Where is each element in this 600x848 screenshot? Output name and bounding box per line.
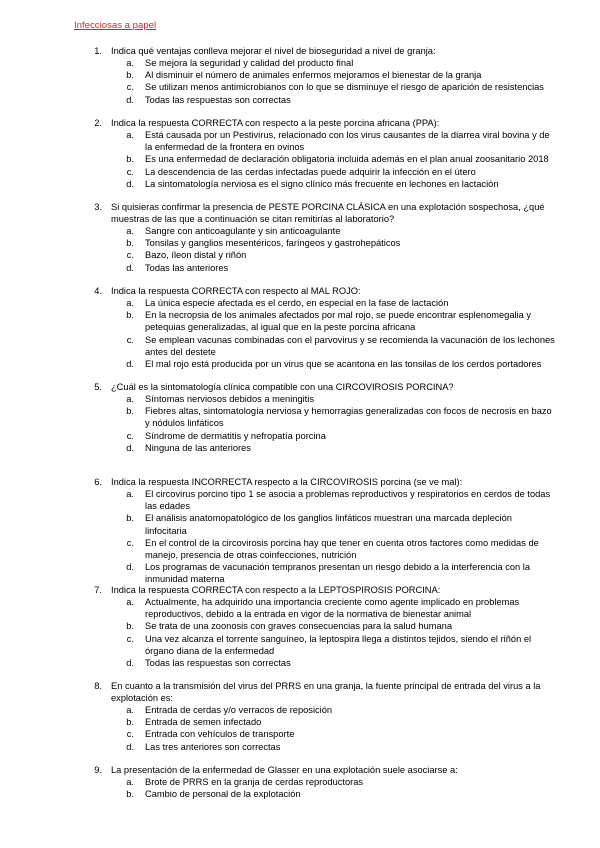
option-b: [0, 237, 600, 249]
question-text: La presentación de la enfermedad de Glasser en una explotación suele asociarse a:: [111, 765, 458, 775]
question-number: 7.: [94, 585, 102, 595]
option-d: [0, 262, 600, 274]
option-text: Las tres anteriores son correctas: [145, 741, 281, 752]
option-letter: a.: [126, 298, 134, 308]
option-letter: c.: [126, 334, 134, 345]
option-d: [0, 358, 600, 370]
option-text: Se trata de una zoonosis con graves consecuencias para la salud humana: [145, 621, 452, 632]
options: [0, 488, 600, 586]
option-c: [0, 633, 600, 657]
option-letter: d.: [126, 359, 134, 370]
option-letter: b.: [126, 513, 134, 524]
options: [0, 57, 600, 106]
option-letter: c.: [126, 430, 134, 441]
option-text: Todas las anteriores: [145, 262, 229, 273]
option-text: En la necropsia de los animales afectados por mal rojo, se puede encontrar esplenomegalia y petequias generalizadas, al igual que en la peste porcina africana: [145, 310, 532, 333]
option-text: Síntomas nerviosos debidos a meningitis: [145, 394, 314, 404]
option-text: La única especie afectada es el cerdo, en especial en la fase de lactación: [145, 298, 449, 308]
question-text: Indica la respuesta CORRECTA con respecto a la peste porcina africana (PPA):: [111, 118, 440, 128]
option-text: Síndrome de dermatitis y nefropatía porcina: [145, 430, 326, 441]
option-text: Entrada de cerdas y/o verracos de reposición: [145, 705, 333, 715]
option-text: Está causada por un Pestivirus, relacionado con los virus causantes de la diarrea viral bovina y de la enfermedad de la frontera en ovinos: [145, 130, 550, 153]
option-d: [0, 94, 600, 106]
option-letter: b.: [126, 154, 134, 165]
options: [0, 704, 600, 753]
option-b: [0, 405, 600, 429]
option-a: [0, 776, 600, 788]
option-d: [0, 178, 600, 190]
option-letter: d.: [126, 658, 134, 669]
option-letter: a.: [126, 489, 134, 499]
option-text: La sintomatología nerviosa es el signo clínico más frecuente en lechones en lactación: [145, 178, 499, 189]
option-letter: d.: [126, 94, 134, 105]
option-letter: b.: [126, 310, 134, 321]
option-a: [0, 57, 600, 69]
option-d: [0, 561, 600, 585]
document-title: Infecciosas a papel: [74, 20, 157, 31]
option-d: [0, 741, 600, 753]
option-text: El análisis anatomopatológico de los ganglios linfáticos muestran una marcada depleción linfocitaria: [145, 513, 512, 536]
option-c: [0, 81, 600, 93]
option-c: [0, 334, 600, 358]
option-text: Al disminuir el número de animales enfermos mejoramos el bienestar de la granja: [145, 70, 482, 81]
option-b: [0, 788, 600, 800]
option-text: Se emplean vacunas combinadas con el parvovirus y se recomienda la vacunación de los lechones antes del destete: [145, 334, 555, 357]
option-c: [0, 249, 600, 261]
option-a: [0, 488, 600, 512]
option-text: Los programas de vacunación tempranos presentan un riesgo debido a la interferencia con la inmunidad materna: [145, 562, 531, 585]
option-letter: a.: [126, 130, 134, 140]
option-letter: a.: [126, 58, 134, 68]
options: [0, 129, 600, 190]
option-letter: b.: [126, 789, 134, 800]
question-number: 6.: [94, 477, 102, 487]
question-number: 3.: [94, 202, 102, 212]
option-letter: b.: [126, 238, 134, 249]
options: [0, 596, 600, 669]
option-b: [0, 153, 600, 165]
option-text: Brote de PRRS en la granja de cerdas reproductoras: [145, 777, 364, 787]
option-text: El mal rojo está producida por un virus que se acantona en las tonsilas de los cerdos portadores: [145, 359, 542, 370]
option-letter: c.: [126, 82, 134, 93]
option-letter: a.: [126, 777, 134, 787]
option-text: Entrada con vehículos de transporte: [145, 729, 295, 740]
option-text: Tonsilas y ganglios mesentéricos, faríngeos y gastrohepáticos: [145, 238, 401, 249]
option-text: El circovirus porcino tipo 1 se asocia a problemas reproductivos y respiratorios en cerdos de todas las edades: [145, 489, 551, 512]
option-text: En el control de la circovirosis porcina hay que tener en cuenta otros factores como medidas de manejo, presencia de otras coinfecciones, nutrición: [145, 537, 539, 561]
option-letter: b.: [126, 717, 134, 728]
option-letter: d.: [126, 442, 134, 453]
option-text: Ninguna de las anteriores: [145, 442, 251, 453]
option-text: Actualmente, ha adquirido una importancia creciente como agente implicado en problemas reproductivos, debido a la entrada en vigor de la normativa de bienestar animal: [145, 597, 520, 620]
option-text: Entrada de semen infectado: [145, 717, 262, 728]
option-d: [0, 657, 600, 669]
option-letter: a.: [126, 597, 134, 607]
option-b: [0, 716, 600, 728]
question-number: 2.: [94, 118, 102, 128]
option-text: Una vez alcanza el torrente sanguíneo, la leptospira llega a distintos tejidos, siendo el riñón el órgano diana de la enfermedad: [145, 633, 532, 656]
option-text: Se utilizan menos antimicrobianos con lo que se disminuye el riesgo de aparición de resistencias: [145, 82, 544, 93]
option-text: Es una enfermedad de declaración obligatoria incluida además en el plan anual zoosanitario 2018: [145, 154, 549, 165]
option-letter: b.: [126, 70, 134, 81]
option-b: [0, 512, 600, 536]
option-letter: c.: [126, 166, 134, 177]
option-a: [0, 704, 600, 716]
option-letter: c.: [126, 250, 134, 261]
option-a: [0, 129, 600, 153]
option-text: Bazo, íleon distal y riñón: [145, 250, 247, 261]
option-c: [0, 728, 600, 740]
option-a: [0, 393, 600, 405]
option-text: Todas las respuestas son correctas: [145, 658, 291, 669]
option-letter: d.: [126, 262, 134, 273]
option-d: [0, 442, 600, 454]
options: [0, 225, 600, 274]
option-letter: b.: [126, 406, 134, 417]
question-number: 9.: [94, 765, 102, 775]
option-c: [0, 537, 600, 561]
option-letter: d.: [126, 741, 134, 752]
question-text: Si quisieras confirmar la presencia de PESTE PORCINA CLÁSICA en una explotación sospechosa, ¿qué muestras de las que a continuación se citan remitirías al laboratorio?: [111, 202, 545, 225]
option-c: [0, 166, 600, 178]
option-text: Fiebres altas, sintomatología nerviosa y hemorragias generalizadas con focos de necrosis en bazo y nódulos linfáticos: [145, 406, 552, 429]
option-letter: c.: [126, 729, 134, 740]
option-c: [0, 430, 600, 442]
option-letter: b.: [126, 621, 134, 632]
options: [0, 776, 600, 800]
question-number: 8.: [94, 681, 102, 691]
option-text: La descendencia de las cerdas infectadas puede adquirir la infección en el útero: [145, 166, 476, 177]
question-text: Indica la respuesta CORRECTA con respecto al MAL ROJO:: [111, 286, 361, 296]
question-number: 1.: [94, 46, 102, 56]
question-text: Indica qué ventajas conlleva mejorar el nivel de bioseguridad a nivel de granja:: [111, 46, 436, 56]
option-b: [0, 309, 600, 333]
option-letter: c.: [126, 633, 134, 644]
question-text: Indica la respuesta INCORRECTA respecto a la CIRCOVIROSIS porcina (se ve mal):: [111, 477, 463, 487]
option-letter: a.: [126, 394, 134, 404]
question-number: 4.: [94, 286, 102, 296]
question-text: ¿Cuál es la sintomatología clínica compatible con una CIRCOVIROSIS PORCINA?: [111, 382, 454, 392]
option-letter: d.: [126, 562, 134, 573]
option-letter: a.: [126, 705, 134, 715]
option-text: Cambio de personal de la explotación: [145, 789, 301, 800]
option-text: Se mejora la seguridad y calidad del producto final: [145, 58, 354, 68]
question-text: En cuanto a la transmisión del virus del PRRS en una granja, la fuente principal de entrada del virus a la explotación es:: [111, 681, 541, 704]
option-b: [0, 69, 600, 81]
option-a: [0, 297, 600, 309]
option-letter: a.: [126, 226, 134, 236]
question-text: Indica la respuesta CORRECTA con respecto a la LEPTOSPIROSIS PORCINA:: [111, 585, 441, 595]
option-a: [0, 225, 600, 237]
options: [0, 393, 600, 454]
options: [0, 297, 600, 370]
option-letter: c.: [126, 537, 134, 548]
option-a: [0, 596, 600, 620]
question-number: 5.: [94, 382, 102, 392]
option-b: [0, 620, 600, 632]
option-letter: d.: [126, 178, 134, 189]
option-text: Todas las respuestas son correctas: [145, 94, 291, 105]
option-text: Sangre con anticoagulante y sin anticoagulante: [145, 226, 341, 236]
